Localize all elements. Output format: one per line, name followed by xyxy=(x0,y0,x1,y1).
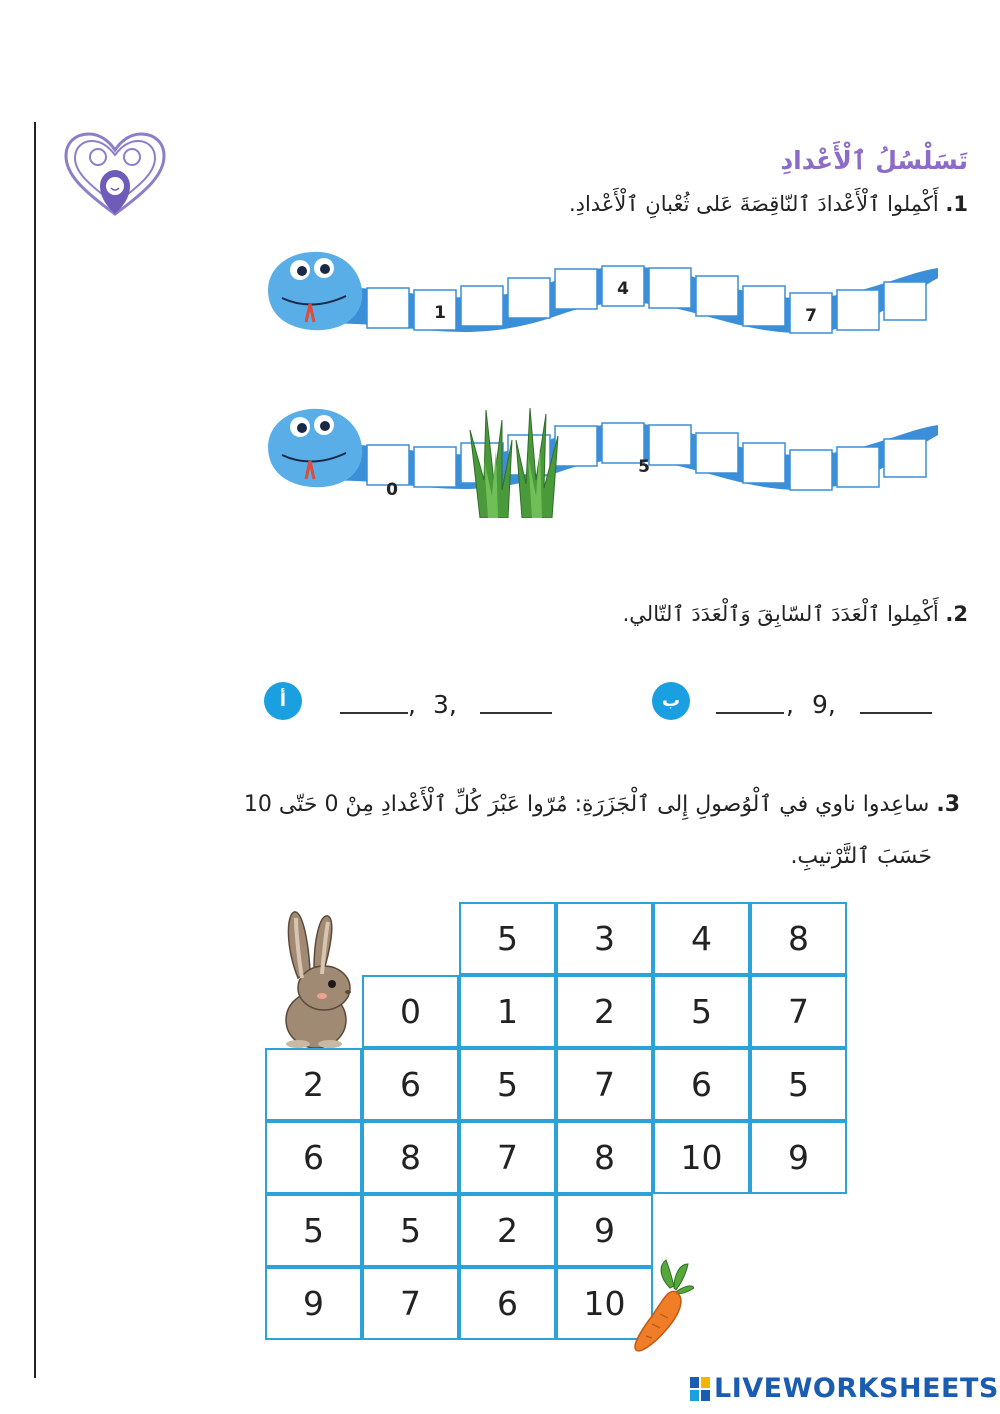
maze-cell[interactable]: 6 xyxy=(653,1048,750,1121)
number-snake-1 xyxy=(262,238,942,348)
maze-cell[interactable]: 9 xyxy=(265,1267,362,1340)
part-b-comma: , xyxy=(786,690,794,719)
maze-cell[interactable]: 5 xyxy=(459,1048,556,1121)
question-2-text: أَكْمِلوا ٱلْعَدَدَ ٱلسّابِقَ وَٱلْعَدَدَ ٱلتّالي. xyxy=(622,602,946,626)
page-title: تَسَلْسُلُ ٱلْأَعْدادِ xyxy=(780,146,968,175)
snake-head-icon xyxy=(268,252,362,330)
brand-text: LIVEWORKSHEETS xyxy=(714,1373,999,1404)
carrot-icon xyxy=(630,1258,694,1354)
maze-cell[interactable]: 0 xyxy=(362,975,459,1048)
maze-cell[interactable]: 6 xyxy=(362,1048,459,1121)
snake1-cell[interactable] xyxy=(508,278,550,318)
question-3-number: 3. xyxy=(936,792,960,817)
maze-cell[interactable]: 7 xyxy=(750,975,847,1048)
maze-cell[interactable]: 6 xyxy=(265,1121,362,1194)
part-a-after-blank[interactable] xyxy=(480,712,552,714)
part-a-value: 3, xyxy=(433,690,457,719)
maze-cell[interactable]: 2 xyxy=(556,975,653,1048)
question-2-number: 2. xyxy=(945,602,968,626)
margin-line xyxy=(34,122,36,1378)
snake1-cell[interactable] xyxy=(555,269,597,309)
question-3-instruction-line2: حَسَبَ ٱلتَّرْتيبِ. xyxy=(790,844,932,869)
maze-cell[interactable]: 5 xyxy=(265,1194,362,1267)
snake2-cell[interactable] xyxy=(696,433,738,473)
part-a-comma: , xyxy=(408,690,416,719)
maze-cell[interactable]: 9 xyxy=(750,1121,847,1194)
part-a-before-blank[interactable] xyxy=(340,712,408,714)
maze-cell[interactable]: 7 xyxy=(459,1121,556,1194)
snake1-number-1: 1 xyxy=(434,303,446,323)
maze-cell[interactable]: 5 xyxy=(459,902,556,975)
snake1-cell[interactable] xyxy=(367,288,409,328)
maze-cell[interactable]: 4 xyxy=(653,902,750,975)
part-b-before-blank[interactable] xyxy=(716,712,784,714)
snake1-number-4: 4 xyxy=(617,279,629,299)
question-1-number: 1. xyxy=(945,192,968,216)
snake2-cell[interactable] xyxy=(837,447,879,487)
maze-cell[interactable]: 9 xyxy=(556,1194,653,1267)
snake-head-icon xyxy=(268,409,362,487)
maze-cell[interactable]: 8 xyxy=(556,1121,653,1194)
maze-cell[interactable]: 8 xyxy=(750,902,847,975)
heart-logo-icon xyxy=(62,130,168,220)
part-b-badge: ب xyxy=(652,682,690,720)
maze-cell[interactable]: 5 xyxy=(653,975,750,1048)
question-1-instruction xyxy=(569,192,968,216)
maze-cell[interactable]: 2 xyxy=(459,1194,556,1267)
maze-cell[interactable]: 7 xyxy=(556,1048,653,1121)
snake1-cell[interactable] xyxy=(696,276,738,316)
snake1-cell[interactable] xyxy=(837,290,879,330)
snake1-cell[interactable] xyxy=(743,286,785,326)
rabbit-icon xyxy=(278,908,354,1048)
snake1-cell[interactable] xyxy=(649,268,691,308)
snake2-cell xyxy=(649,425,691,465)
snake1-cell[interactable] xyxy=(884,282,926,320)
maze-cell[interactable]: 8 xyxy=(362,1121,459,1194)
part-b-after-blank[interactable] xyxy=(860,712,932,714)
snake2-cell[interactable] xyxy=(743,443,785,483)
snake2-cell[interactable] xyxy=(414,447,456,487)
maze-cell[interactable]: 6 xyxy=(459,1267,556,1340)
maze-cell[interactable]: 1 xyxy=(459,975,556,1048)
question-1-text: أَكْمِلوا ٱلْأَعْدادَ ٱلنّاقِصَةَ عَلى ثُعْبانِ ٱلْأَعْدادِ. xyxy=(568,192,946,216)
maze-cell[interactable]: 7 xyxy=(362,1267,459,1340)
snake1-cell[interactable] xyxy=(461,286,503,326)
maze-cell[interactable]: 5 xyxy=(750,1048,847,1121)
snake1-number-7: 7 xyxy=(805,306,817,326)
question-3-instruction xyxy=(244,792,960,817)
question-3-text: ساعِدوا ناوي في ٱلْوُصولِ إِلى ٱلْجَزَرَةِ: مُرّوا عَبْرَ كُلِّ ٱلْأَعْدادِ مِنْ 0 حَتّى 10 xyxy=(243,792,937,817)
question-2-instruction xyxy=(623,602,968,626)
maze-cell[interactable]: 5 xyxy=(362,1194,459,1267)
number-snake-2 xyxy=(262,395,942,505)
snake2-cell xyxy=(367,445,409,485)
grass-icon xyxy=(462,400,567,518)
snake2-number-5: 5 xyxy=(638,457,650,477)
maze-cell[interactable]: 10 xyxy=(556,1267,653,1340)
liveworksheets-logo-icon xyxy=(690,1377,710,1401)
maze-cell[interactable]: 10 xyxy=(653,1121,750,1194)
snake2-number-0: 0 xyxy=(386,480,398,500)
part-b-value: 9, xyxy=(812,690,836,719)
maze-cell[interactable]: 2 xyxy=(265,1048,362,1121)
part-a-badge: أ xyxy=(264,682,302,720)
maze-cell[interactable]: 3 xyxy=(556,902,653,975)
snake2-cell[interactable] xyxy=(884,439,926,477)
liveworksheets-brand xyxy=(690,1373,999,1404)
snake2-cell[interactable] xyxy=(790,450,832,490)
